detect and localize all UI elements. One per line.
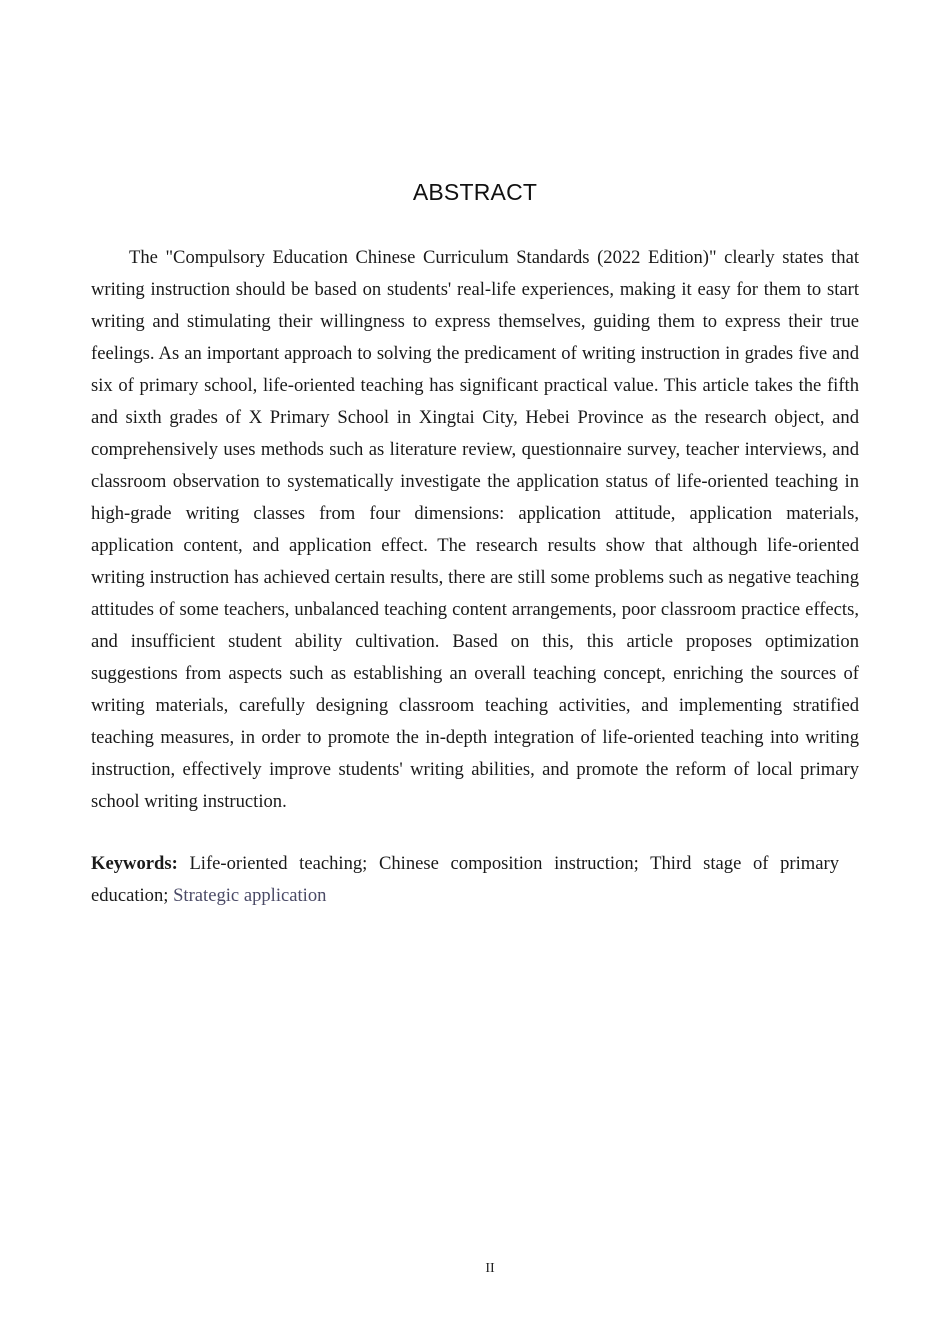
page-number: II [485, 1261, 495, 1276]
keywords-text: Life-oriented teaching; Chinese composition instruction; Third stage of primary education; [91, 853, 839, 906]
abstract-title: ABSTRACT [412, 179, 538, 205]
keywords-label: Keywords: [91, 853, 178, 874]
keywords-line [91, 848, 839, 912]
abstract-body: The "Compulsory Education Chinese Curriculum Standards (2022 Edition)" clearly states that writing instruction should be based on students' real-life experiences, making it easy for them to start writing and stimulating their willingness to express themselves, guiding them to express their true feelings. As an important approach to solving the predicament of writing instruction in grades five and six of primary school, life-oriented teaching has significant practical value. This article takes the fifth and sixth grades of X Primary School in Xingtai City, Hebei Province as the research object, and comprehensively uses methods such as literature review, questionnaire survey, teacher interviews, and classroom observation to systematically investigate the application status of life-oriented teaching in high-grade writing classes from four dimensions: application attitude, application materials, application content, and application effect. The research results show that although life-oriented writing instruction has achieved certain results, there are still some problems such as negative teaching attitudes of some teachers, unbalanced teaching content arrangements, poor classroom practice effects, and insufficient student ability cultivation. Based on this, this article proposes optimization suggestions from aspects such as establishing an overall teaching concept, enriching the sources of writing materials, carefully designing classroom teaching activities, and implementing stratified teaching measures, in order to promote the in-depth integration of life-oriented teaching into writing instruction, effectively improve students' writing abilities, and promote the reform of local primary school writing instruction. [91, 247, 859, 812]
keyword-strategic-application: Strategic application [173, 885, 327, 906]
